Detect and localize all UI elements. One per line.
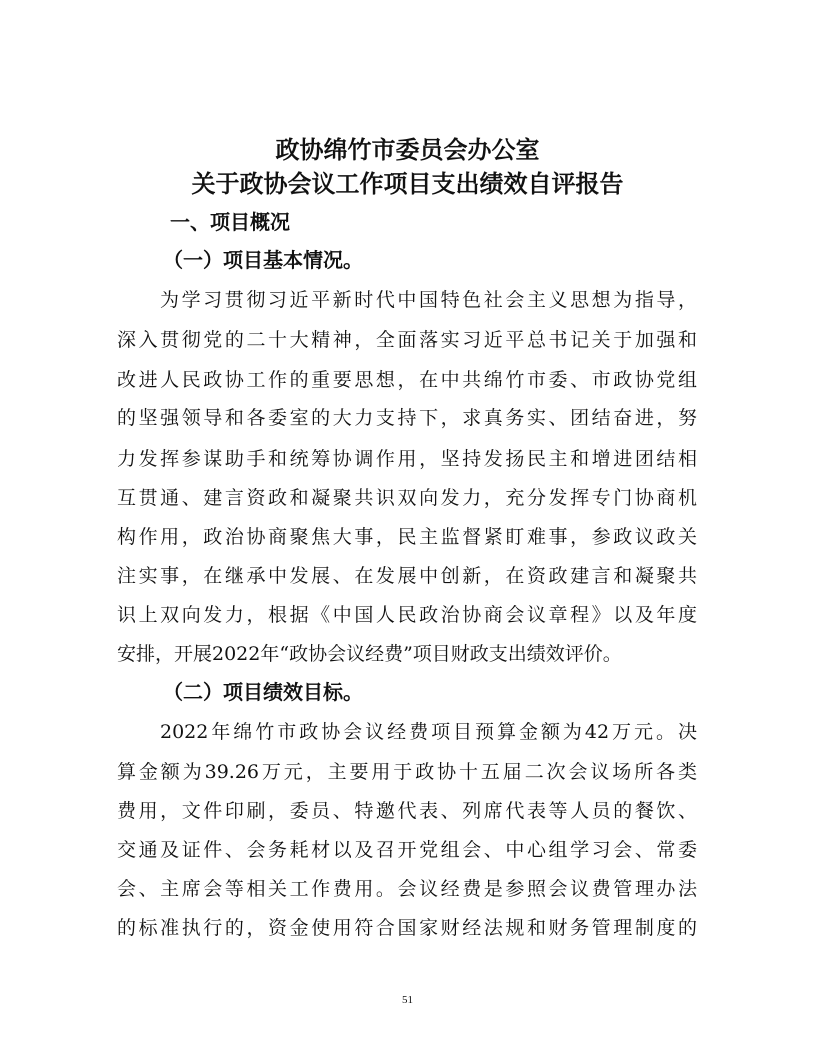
paragraph-line: 注实事，在继承中发展、在发展中创新，在资政建言和凝聚共 xyxy=(117,565,697,587)
paragraph-line: 算金额为39.26万元，主要用于政协十五届二次会议场所各类 xyxy=(117,761,697,783)
paragraph-line: 交通及证件、会务耗材以及召开党组会、中心组学习会、常委 xyxy=(117,839,697,861)
subsection-heading-basic-info: （一）项目基本情况。 xyxy=(163,248,363,272)
subsection-heading-performance-goals: （二）项目绩效目标。 xyxy=(163,680,363,704)
paragraph-line: 2022年绵竹市政协会议经费项目预算金额为42万元。决 xyxy=(160,721,697,743)
paragraph-line: 费用，文件印刷，委员、特邀代表、列席代表等人员的餐饮、 xyxy=(117,800,697,822)
paragraph-line: 的标准执行的，资金使用符合国家财经法规和财务管理制度的 xyxy=(117,917,697,939)
document-title-line-2: 关于政协会议工作项目支出绩效自评报告 xyxy=(191,170,624,198)
paragraph-line: 互贯通、建言资政和凝聚共识双向发力，充分发挥专门协商机 xyxy=(117,487,697,509)
paragraph-line: 安排，开展2022年“政协会议经费”项目财政支出绩效评价。 xyxy=(117,643,622,665)
section-heading-project-overview: 一、项目概况 xyxy=(170,210,290,234)
paragraph-line: 构作用，政治协商聚焦大事，民主监督紧盯难事，参政议政关 xyxy=(117,526,697,548)
paragraph-line: 的坚强领导和各委室的大力支持下，求真务实、团结奋进，努 xyxy=(117,407,697,429)
paragraph-line: 为学习贯彻习近平新时代中国特色社会主义思想为指导， xyxy=(160,289,697,311)
page-number: 51 xyxy=(402,994,413,1006)
paragraph-line: 力发挥参谋助手和统筹协调作用，坚持发扬民主和增进团结相 xyxy=(117,448,697,470)
document-title-line-1: 政协绵竹市委员会办公室 xyxy=(275,136,540,164)
paragraph-line: 会、主席会等相关工作费用。会议经费是参照会议费管理办法 xyxy=(117,878,697,900)
paragraph-line: 深入贯彻党的二十大精神，全面落实习近平总书记关于加强和 xyxy=(117,329,697,351)
paragraph-line: 改进人民政协工作的重要思想，在中共绵竹市委、市政协党组 xyxy=(117,369,697,391)
paragraph-line: 识上双向发力，根据《中国人民政治协商会议章程》以及年度 xyxy=(117,604,697,626)
